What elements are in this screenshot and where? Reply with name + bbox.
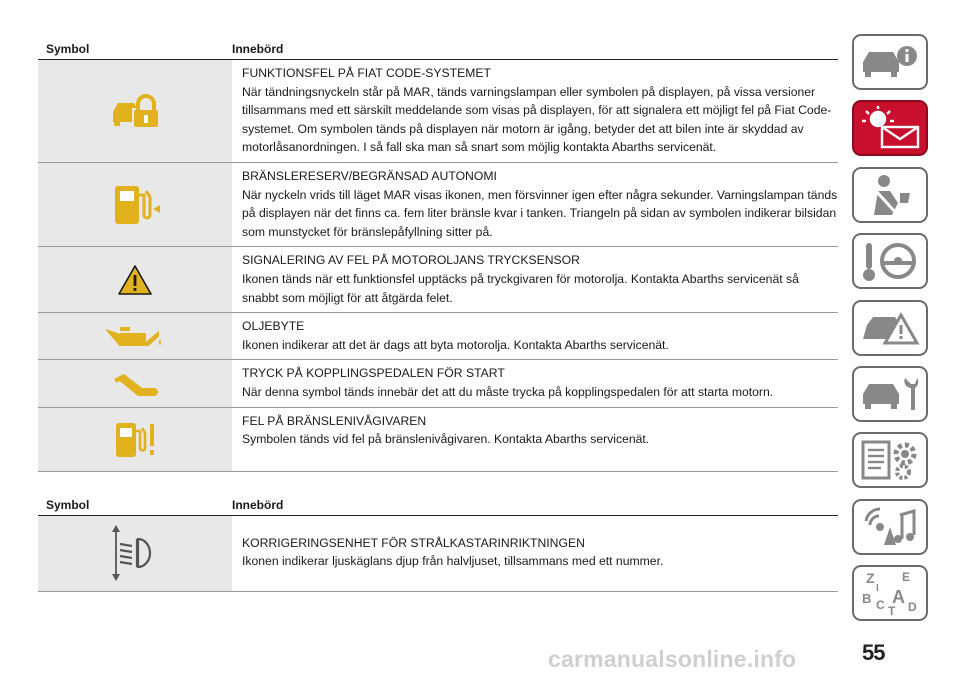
car-info-icon (859, 42, 921, 82)
row-text: När tändningsnyckeln står på MAR, tänds varningslampan eller symbolen på displayen, på vissa versioner tillsammans med ett särskilt meddelande som visas på displayen, för att signalera ett möjligt fel på Fiat Code-systemet. Om symbolen tänds på displayen när motorn är igång, betyder det att bilen inte är skyddad av motorlåsanordningen. I så fall ska man så snart som möjlig kontakta Abarths servicenät. (242, 84, 832, 155)
tab-multimedia[interactable] (852, 499, 928, 555)
tab-emergency[interactable] (852, 300, 928, 356)
table-row (38, 313, 838, 360)
svg-text:E: E (902, 570, 911, 585)
index-letters-icon (858, 569, 922, 617)
page-number: 55 (862, 640, 885, 665)
svg-text:B: B (862, 591, 872, 607)
warning-lights-icon (858, 105, 922, 151)
row-title: FUNKTIONSFEL PÅ FIAT CODE-SYSTEMET (242, 66, 491, 80)
oil-can-icon (106, 325, 164, 349)
symbol-cell (38, 163, 232, 246)
multimedia-icon (860, 505, 920, 549)
svg-text:C: C (876, 598, 885, 613)
watermark: carmanualsonline.info (548, 646, 797, 672)
row-text: Symbolen tänds vid fel på bränslenivågivaren. Kontakta Abarths servicenät. (242, 432, 650, 447)
svg-text:T: T (888, 604, 896, 618)
tab-maintenance[interactable] (852, 366, 928, 422)
table-header (38, 496, 838, 516)
tab-warning-lights[interactable] (852, 100, 928, 156)
meaning-cell (232, 163, 838, 246)
tab-technical-data[interactable] (852, 432, 928, 488)
meaning-cell (232, 360, 838, 406)
chapter-tabs (852, 34, 928, 632)
warning-triangle-icon (117, 264, 153, 296)
symbol-cell (38, 516, 232, 591)
tab-starting-driving[interactable] (852, 233, 928, 289)
row-title: OLJEBYTE (242, 319, 305, 334)
meaning-cell (232, 313, 838, 359)
row-text: Ikonen tänds när ett funktionsfel upptäcks på tryckgivaren för motorolja. Kontakta Abarths servicenät så snabbt som möjligt för att åtgärda felet. (242, 271, 799, 305)
emergency-icon (859, 307, 921, 349)
meaning-cell (232, 408, 838, 471)
tab-car-info[interactable] (852, 34, 928, 90)
header-symbol: Symbol (46, 42, 90, 56)
table-row (38, 516, 838, 592)
table-row (38, 163, 838, 247)
steering-key-icon (860, 239, 920, 283)
clutch-pedal-icon (112, 372, 158, 402)
row-title: TRYCK PÅ KOPPLINGSPEDALEN FÖR START (242, 366, 505, 381)
fuel-pump-icon (109, 183, 161, 227)
table-row (38, 360, 838, 407)
svg-text:I: I (876, 583, 879, 595)
table-row (38, 247, 838, 313)
row-title: SIGNALERING AV FEL PÅ MOTOROLJANS TRYCKSENSOR (242, 253, 580, 268)
table-row (38, 60, 838, 163)
table-row (38, 408, 838, 472)
meaning-cell (232, 60, 838, 162)
row-text: Ikonen indikerar att det är dags att byta motorolja. Kontakta Abarths servicenät. (242, 337, 669, 352)
symbol-cell (38, 360, 232, 406)
maintenance-icon (859, 374, 921, 414)
row-text: När nyckeln vrids till läget MAR visas ikonen, men försvinner igen efter några sekunder. Varningslampan tänds på displayen när det finns ca. fem liter bränsle kvar i tanken. Triangeln på sidan av symbolen indikerar bilsidan som munstycket för bränslepåfyllning sitter på. (242, 187, 838, 239)
meaning-cell (232, 247, 838, 312)
row-title: BRÄNSLERESERV/BEGRÄNSAD AUTONOMI (242, 168, 497, 183)
svg-text:A: A (892, 587, 905, 608)
row-title: FEL PÅ BRÄNSLENIVÅGIVAREN (242, 413, 427, 428)
headlight-leveling-icon (110, 524, 160, 582)
car-padlock-icon (110, 92, 160, 130)
svg-text:D: D (908, 600, 917, 615)
table-header (38, 40, 838, 60)
manual-content (38, 40, 838, 592)
symbol-cell (38, 313, 232, 359)
row-text: När denna symbol tänds innebär det att du måste trycka på kopplingspedalen för att starta motorn. (242, 384, 774, 399)
row-title: KORRIGERINGSENHET FÖR STRÅLKASTARINRIKTNINGEN (242, 535, 585, 550)
fuel-sensor-fault-icon (112, 420, 158, 460)
header-meaning: Innebörd (232, 42, 284, 56)
header-symbol: Symbol (46, 497, 90, 512)
svg-text:Z: Z (866, 570, 875, 587)
meaning-cell (232, 516, 838, 591)
header-meaning: Innebörd (232, 497, 284, 512)
symbol-cell (38, 60, 232, 162)
tab-safety[interactable] (852, 167, 928, 223)
specs-gear-icon (859, 438, 921, 482)
symbol-cell (38, 247, 232, 312)
safety-seat-icon (862, 173, 918, 217)
tab-index[interactable] (852, 565, 928, 621)
row-text: Ikonen indikerar ljuskäglans djup från halvljuset, tillsammans med ett nummer. (242, 554, 664, 569)
symbol-cell (38, 408, 232, 471)
